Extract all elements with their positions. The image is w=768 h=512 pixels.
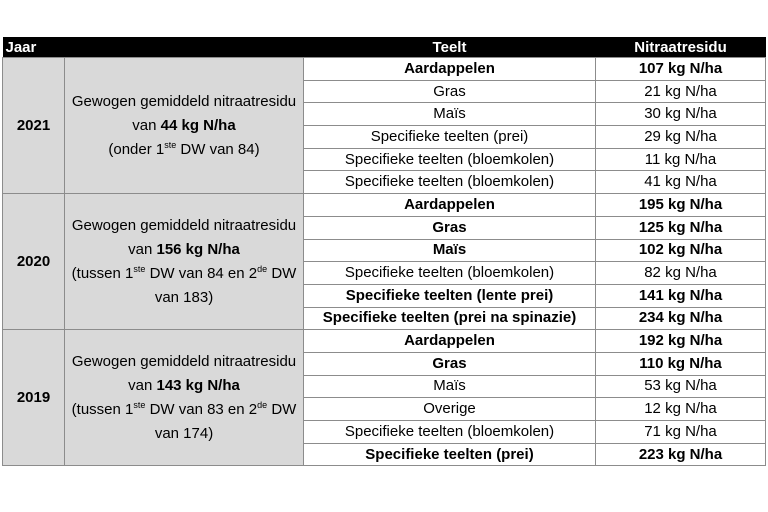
desc-text: Gewogen gemiddeld nitraatresidu van [71, 352, 297, 394]
desc-sup: ste [133, 263, 146, 274]
header-residue: Nitraatresidu [596, 37, 766, 58]
desc-text: DW van 84 en 2 [149, 264, 258, 282]
year-cell: 2021 [3, 58, 65, 194]
residue-value-cell: 12 kg N/ha [596, 398, 766, 421]
desc-sup: ste [133, 399, 146, 410]
crop-cell: Specifieke teelten (prei) [304, 126, 596, 149]
desc-text: Gewogen gemiddeld nitraatresidu van [71, 92, 297, 134]
desc-text: DW van 183) [154, 264, 297, 306]
crop-cell: Maïs [304, 103, 596, 126]
residue-value-cell: 125 kg N/ha [596, 216, 766, 239]
residue-value-cell: 223 kg N/ha [596, 443, 766, 466]
crop-cell: Aardappelen [304, 330, 596, 353]
weighted-average-description [65, 58, 304, 194]
weighted-average-description [65, 330, 304, 466]
table-row [3, 58, 766, 81]
header-crop: Teelt [304, 37, 596, 58]
crop-cell: Gras [304, 352, 596, 375]
nitrate-residue-table [2, 37, 766, 466]
header-year: Jaar [3, 37, 65, 58]
year-cell: 2019 [3, 330, 65, 466]
desc-sup: ste [164, 139, 177, 150]
residue-value-cell: 71 kg N/ha [596, 421, 766, 444]
residue-value-cell: 41 kg N/ha [596, 171, 766, 194]
crop-cell: Maïs [304, 375, 596, 398]
crop-cell: Specifieke teelten (prei na spinazie) [304, 307, 596, 330]
header-row [3, 37, 766, 58]
residue-value-cell: 82 kg N/ha [596, 262, 766, 285]
crop-cell: Aardappelen [304, 194, 596, 217]
desc-text: (onder 1 [108, 140, 165, 158]
desc-text: DW van 84) [180, 140, 260, 158]
header-spacer [65, 37, 304, 58]
crop-cell: Specifieke teelten (bloemkolen) [304, 262, 596, 285]
desc-text: (tussen 1 [71, 400, 134, 418]
crop-cell: Specifieke teelten (bloemkolen) [304, 148, 596, 171]
desc-text: Gewogen gemiddeld nitraatresidu van [71, 216, 297, 258]
residue-value-cell: 29 kg N/ha [596, 126, 766, 149]
residue-value-cell: 141 kg N/ha [596, 284, 766, 307]
crop-cell: Aardappelen [304, 58, 596, 81]
crop-cell: Overige [304, 398, 596, 421]
crop-cell: Specifieke teelten (prei) [304, 443, 596, 466]
residue-value-cell: 102 kg N/ha [596, 239, 766, 262]
desc-text: DW van 174) [154, 400, 297, 442]
table-row [3, 330, 766, 353]
desc-average-value: 44 kg N/ha [160, 116, 236, 134]
residue-value-cell: 110 kg N/ha [596, 352, 766, 375]
residue-value-cell: 234 kg N/ha [596, 307, 766, 330]
residue-value-cell: 21 kg N/ha [596, 80, 766, 103]
desc-sup: de [257, 263, 268, 274]
crop-cell: Specifieke teelten (bloemkolen) [304, 171, 596, 194]
crop-cell: Maïs [304, 239, 596, 262]
weighted-average-description [65, 194, 304, 330]
residue-value-cell: 107 kg N/ha [596, 58, 766, 81]
desc-average-value: 143 kg N/ha [156, 376, 240, 394]
crop-cell: Specifieke teelten (lente prei) [304, 284, 596, 307]
desc-average-value: 156 kg N/ha [156, 240, 240, 258]
desc-text: (tussen 1 [71, 264, 134, 282]
residue-value-cell: 192 kg N/ha [596, 330, 766, 353]
year-cell: 2020 [3, 194, 65, 330]
desc-sup: de [257, 399, 268, 410]
crop-cell: Gras [304, 80, 596, 103]
table-body [3, 58, 766, 466]
crop-cell: Gras [304, 216, 596, 239]
table-row [3, 194, 766, 217]
residue-value-cell: 30 kg N/ha [596, 103, 766, 126]
residue-value-cell: 53 kg N/ha [596, 375, 766, 398]
residue-value-cell: 195 kg N/ha [596, 194, 766, 217]
desc-text: DW van 83 en 2 [149, 400, 258, 418]
residue-value-cell: 11 kg N/ha [596, 148, 766, 171]
crop-cell: Specifieke teelten (bloemkolen) [304, 421, 596, 444]
